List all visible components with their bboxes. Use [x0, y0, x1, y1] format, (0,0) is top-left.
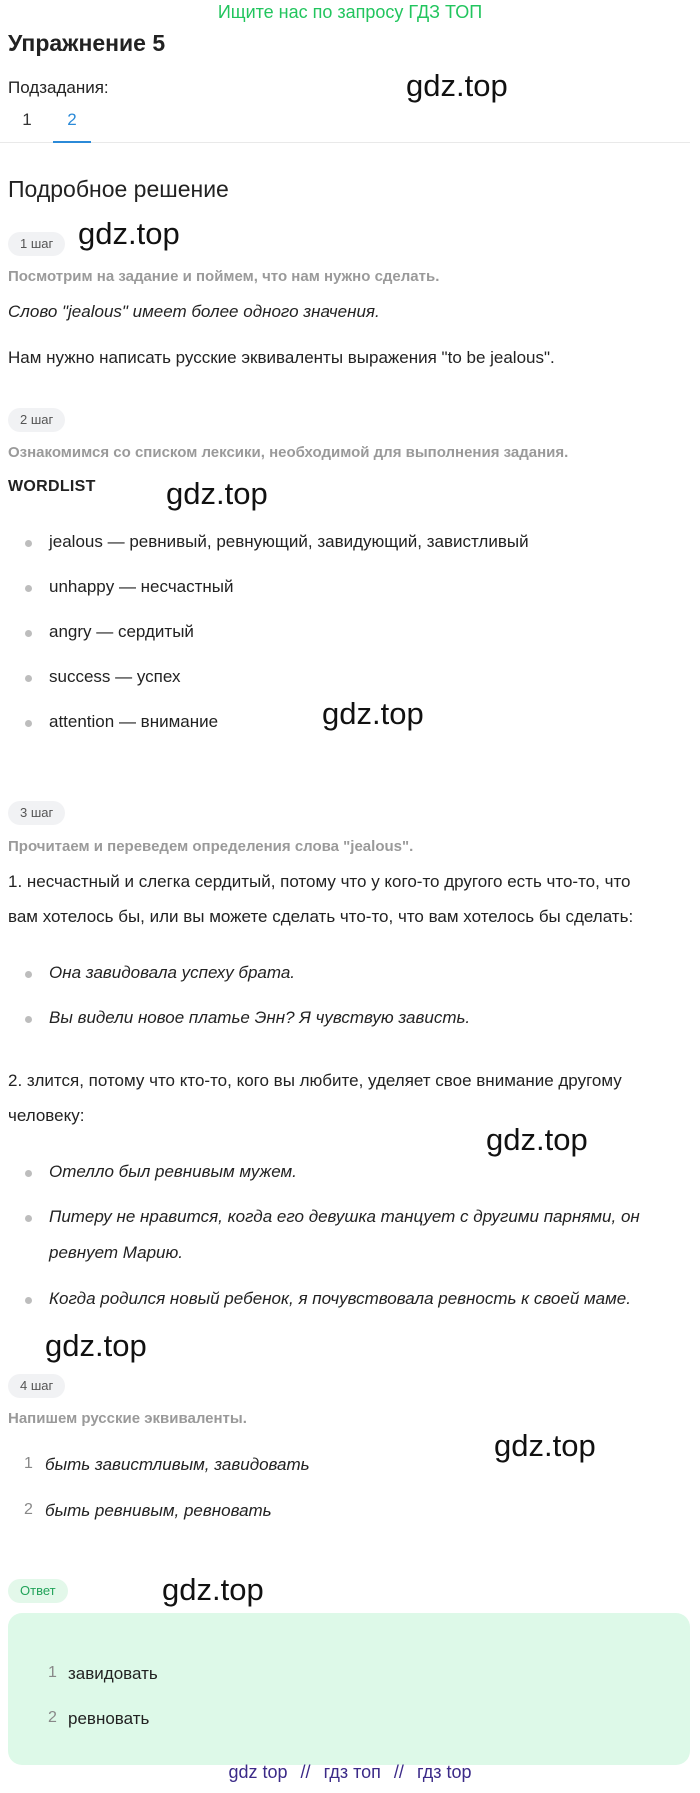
- step-hint: Посмотрим на задание и поймем, что нам нужно сделать.: [8, 268, 440, 285]
- footer-separator: //: [300, 1762, 311, 1782]
- wordlist-title: WORDLIST: [8, 478, 96, 495]
- step-hint: Ознакомимся со списком лексики, необходимой для выполнения задания.: [8, 444, 569, 461]
- watermark: gdz.top: [162, 1572, 264, 1607]
- bullet-icon: [25, 971, 32, 978]
- watermark: gdz.top: [406, 68, 508, 103]
- bullet-icon: [25, 1016, 32, 1023]
- definition-text: вам хотелось бы, или вы можете сделать что-то, что вам хотелось бы сделать:: [8, 907, 634, 926]
- footer-link[interactable]: gdz top: [228, 1762, 288, 1782]
- tab-1[interactable]: 1: [22, 110, 32, 129]
- watermark: gdz.top: [486, 1122, 588, 1157]
- bullet-icon: [25, 1297, 32, 1304]
- watermark: gdz.top: [45, 1328, 147, 1363]
- bullet-icon: [25, 540, 32, 547]
- watermark: gdz.top: [494, 1428, 596, 1463]
- tab-2[interactable]: 2: [53, 110, 91, 143]
- promo-banner[interactable]: Ищите нас по запросу ГДЗ ТОП: [217, 2, 483, 22]
- step-badge: 3 шаг: [8, 801, 65, 825]
- answer-badge: Ответ: [8, 1579, 68, 1603]
- footer-link[interactable]: гдз top: [416, 1762, 472, 1782]
- footer-separator: //: [393, 1762, 404, 1782]
- solution-heading: Подробное решение: [8, 176, 229, 202]
- step-hint: Прочитаем и переведем определения слова "jealous".: [8, 838, 414, 855]
- step-badge: 2 шаг: [8, 408, 65, 432]
- footer-link[interactable]: гдз топ: [323, 1762, 381, 1782]
- definition-text: человеку:: [8, 1106, 85, 1125]
- watermark: gdz.top: [322, 696, 424, 731]
- subtasks-label: Подзадания:: [8, 78, 109, 97]
- answer-box: 1 завидовать 2 ревновать: [8, 1613, 690, 1765]
- bullet-icon: [25, 585, 32, 592]
- step-badge: 4 шаг: [8, 1374, 65, 1398]
- step-text: Слово "jealous" имеет более одного значения.: [8, 302, 380, 321]
- exercise-title: Упражнение 5: [8, 30, 166, 56]
- definition-text: 1. несчастный и слегка сердитый, потому что у кого-то другого есть что-то, что: [8, 872, 631, 891]
- step-hint: Напишем русские эквиваленты.: [8, 1410, 247, 1427]
- step-text: Нам нужно написать русские эквиваленты выражения "to be jealous".: [8, 348, 555, 367]
- bullet-icon: [25, 1215, 32, 1222]
- bullet-icon: [25, 675, 32, 682]
- bullet-icon: [25, 720, 32, 727]
- subtask-tabs: [0, 106, 690, 143]
- definition-text: 2. злится, потому что кто-то, кого вы любите, уделяет свое внимание другому: [8, 1071, 622, 1090]
- watermark: gdz.top: [78, 216, 180, 251]
- watermark: gdz.top: [166, 476, 268, 511]
- bullet-icon: [25, 630, 32, 637]
- step-badge: 1 шаг: [8, 232, 65, 256]
- footer-links: [0, 1762, 700, 1783]
- bullet-icon: [25, 1170, 32, 1177]
